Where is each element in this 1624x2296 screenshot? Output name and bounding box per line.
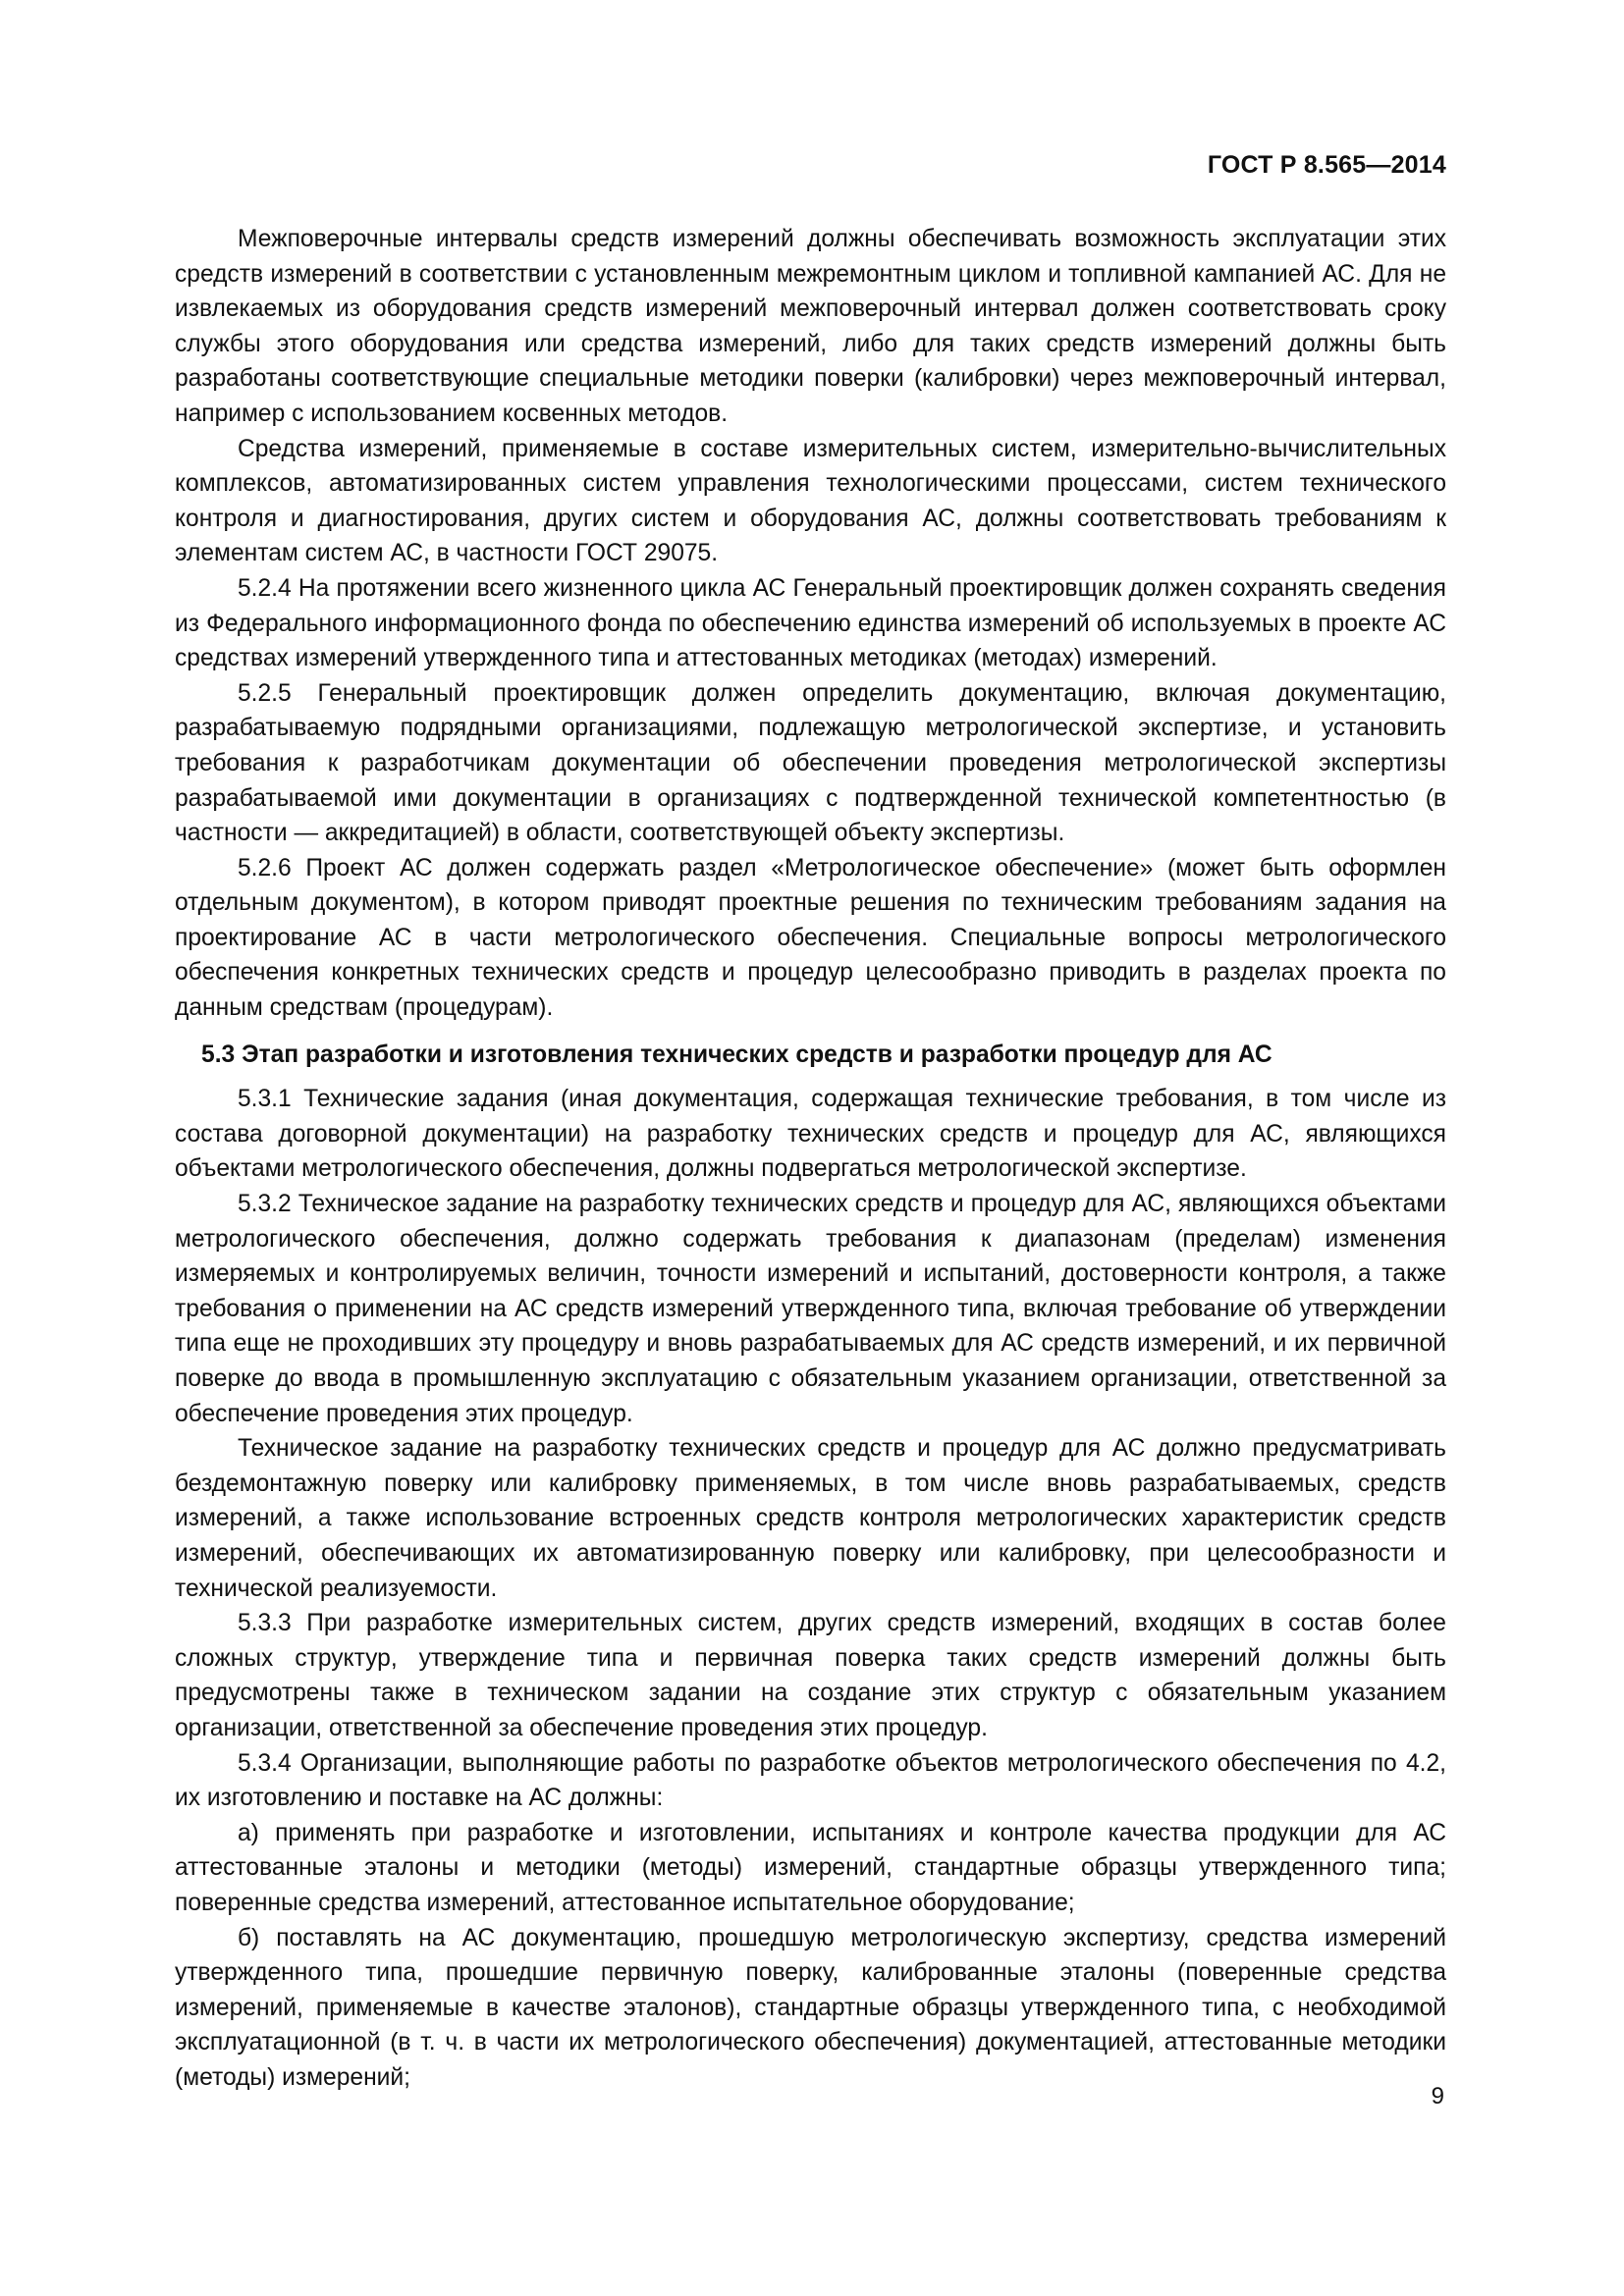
paragraph-calibration-intervals: Межповерочные интервалы средств измерений должны обеспечивать возможность эксплуатации этих средств измерений в соответствии с установленным межремонтным циклом и топливной кампанией АС. Для не извлекаемых из оборудования средств измерений межповерочный интервал должен соответствовать сроку службы этого оборудования или средства измерений, либо для таких средств измерений должны быть разработаны соответствующие специальные методики поверки (калибровки) через межповерочный интервал, например с использованием косвенных методов. (175, 226, 1446, 427)
section-heading-5-3: 5.3 Этап разработки и изготовления технических средств и разработки процедур для АС (201, 1041, 1272, 1068)
body-text (175, 222, 1446, 2095)
paragraph-measuring-systems: Средства измерений, применяемые в составе измерительных систем, измерительно-вычислительных комплексов, автоматизированных систем управления технологическими процессами, систем технического контроля и диагностирования, других систем и оборудования АС, должны соответствовать требованиям к элементам систем АС, в частности ГОСТ 29075. (175, 435, 1446, 567)
paragraph-technical-assignment: Техническое задание на разработку технических средств и процедур для АС должно предусматривать бездемонтажную поверку или калибровку применяемых, в том числе вновь разрабатываемых, средств измерений, а также использование встроенных средств контроля метрологических характеристик средств измерений, обеспечивающих их автоматизированную поверку или калибровку, при целесообразности и технической реализуемости. (175, 1435, 1446, 1602)
list-item-b: б) поставлять на АС документацию, прошедшую метрологическую экспертизу, средства измерений утвержденного типа, прошедшие первичную поверку, калиброванные эталоны (поверенные средства измерений, применяемые в качестве эталонов), стандартные образцы утвержденного типа, с необходимой эксплуатационной (в т. ч. в части их метрологического обеспечения) документацией, аттестованные методики (методы) измерений; (175, 1924, 1446, 2091)
list-item-a: а) применять при разработке и изготовлении, испытаниях и контроле качества продукции для АС аттестованные эталоны и методики (методы) измерений, стандартные образцы утвержденного типа; поверенные средства измерений, аттестованное испытательное оборудование; (175, 1819, 1446, 1916)
paragraph-5-3-4: 5.3.4 Организации, выполняющие работы по разработке объектов метрологического обеспечения по 4.2, их изготовлению и поставке на АС должны: (175, 1749, 1446, 1812)
page-number: 9 (1431, 2083, 1444, 2109)
paragraph-5-3-1: 5.3.1 Технические задания (иная документация, содержащая технические требования, в том числе из состава договорной документации) на разработку технических средств и процедур для АС, являющихся объектами метрологического обеспечения, должны подвергаться метрологической экспертизе. (175, 1086, 1446, 1183)
paragraph-5-3-2: 5.3.2 Техническое задание на разработку технических средств и процедур для АС, являющихся объектами метрологического обеспечения, должно содержать требования к диапазонам (пределам) изменения измеряемых и контролируемых величин, точности измерений и испытаний, достоверности контроля, а также требования о применении на АС средств измерений утвержденного типа, включая требование об утверждении типа еще не проходивших эту процедуру и вновь разрабатываемых для АС средств измерений, и их первичной поверке до ввода в промышленную эксплуатацию с обязательным указанием организации, ответственной за обеспечение проведения этих процедур. (175, 1191, 1446, 1427)
paragraph-5-2-5: 5.2.5 Генеральный проектировщик должен определить документацию, включая документацию, разрабатываемую подрядными организациями, подлежащую метрологической экспертизе, и установить требования к разработчикам документации об обеспечении проведения метрологической экспертизы разрабатываемой ими документации в организациях с подтвержденной технической компетентностью (в частности — аккредитацией) в области, соответствующей объекту экспертизы. (175, 679, 1446, 847)
paragraph-5-2-6: 5.2.6 Проект АС должен содержать раздел «Метрологическое обеспечение» (может быть оформлен отдельным документом), в котором приводят проектные решения по техническим требованиям задания на проектирование АС в части метрологического обеспечения. Специальные вопросы метрологического обеспечения конкретных технических средств и процедур целесообразно приводить в разделах проекта по данным средствам (процедурам). (175, 854, 1446, 1022)
paragraph-5-3-3: 5.3.3 При разработке измерительных систем, других средств измерений, входящих в состав более сложных структур, утверждение типа и первичная поверка таких средств измерений должны быть предусмотрены также в техническом задании на создание этих структур с обязательным указанием организации, ответственной за обеспечение проведения этих процедур. (175, 1610, 1446, 1741)
paragraph-5-2-4: 5.2.4 На протяжении всего жизненного цикла АС Генеральный проектировщик должен сохранять сведения из Федерального информационного фонда по обеспечению единства измерений об используемых в проекте АС средствах измерений утвержденного типа и аттестованных методиках (методах) измерений. (175, 574, 1446, 672)
standard-header: ГОСТ Р 8.565—2014 (1207, 151, 1446, 179)
